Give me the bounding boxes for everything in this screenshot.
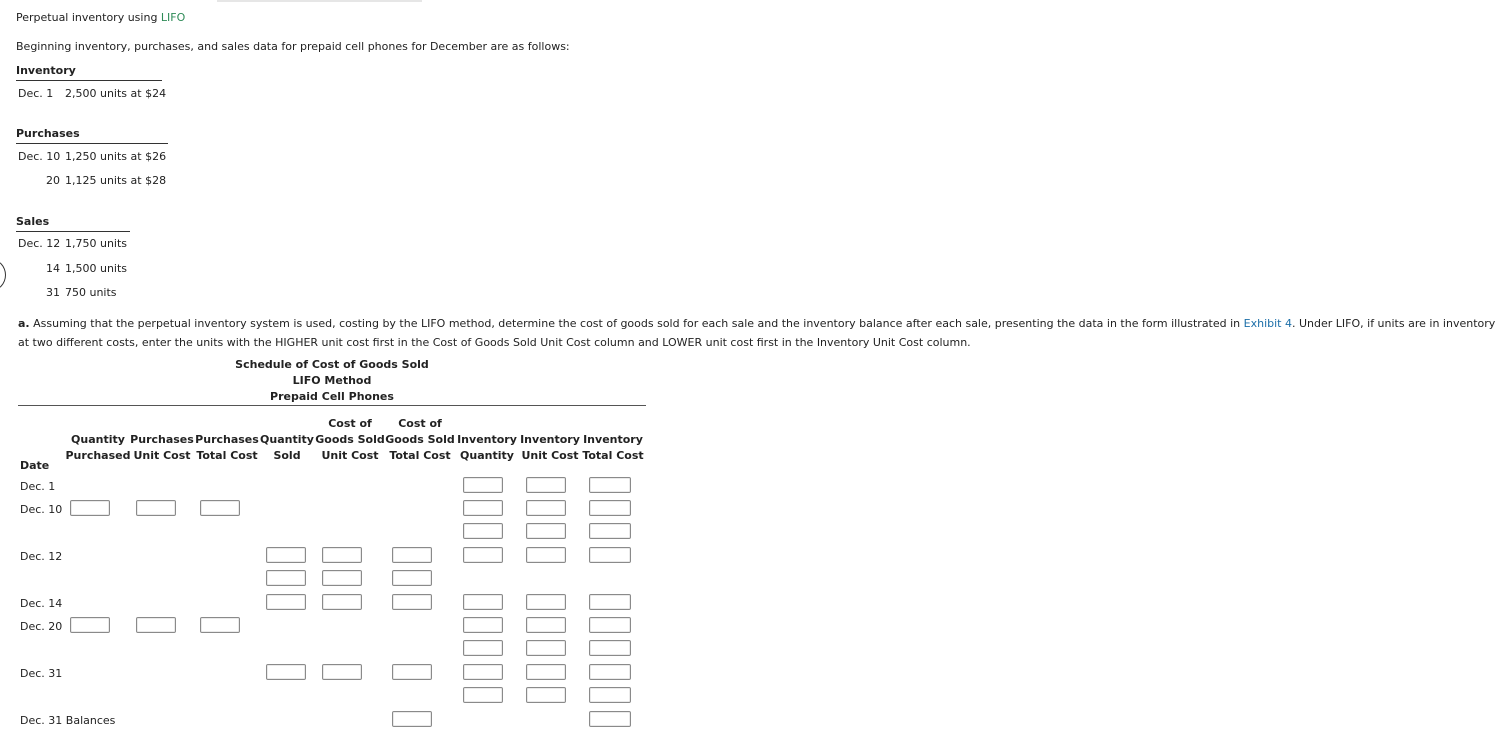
inv-total-cost-input[interactable] — [589, 477, 631, 493]
inventory-underline — [16, 80, 162, 81]
col-header-inv-unit-cost: Inventory Unit Cost — [520, 433, 580, 462]
row-label-dec-20: Dec. 20 — [20, 620, 63, 633]
inv-unit-cost-input[interactable] — [526, 664, 566, 680]
qty-sold-input[interactable] — [266, 547, 306, 563]
purch-total-cost-input[interactable] — [200, 500, 240, 516]
inv-total-cost-input[interactable] — [589, 711, 631, 727]
page-title — [16, 11, 185, 24]
row-label-dec-31: Dec. 31 — [20, 667, 63, 680]
schedule-product: Prepaid Cell Phones — [270, 390, 394, 403]
inv-total-cost-input[interactable] — [589, 500, 631, 516]
row-label-dec-31-balances: Dec. 31 Balances — [20, 714, 116, 727]
row-label-dec-14: Dec. 14 — [20, 597, 63, 610]
inv-total-cost-input[interactable] — [589, 523, 631, 539]
exhibit-4-link[interactable]: Exhibit 4 — [1243, 317, 1292, 330]
row-label-dec-1: Dec. 1 — [20, 480, 56, 493]
title-text: Perpetual inventory using — [16, 11, 161, 24]
cogs-unit-cost-input[interactable] — [322, 664, 362, 680]
inv-total-cost-input[interactable] — [589, 687, 631, 703]
cogs-total-cost-input[interactable] — [392, 570, 432, 586]
inv-unit-cost-input[interactable] — [526, 594, 566, 610]
qty-purchased-input[interactable] — [70, 500, 110, 516]
question-text: a. Assuming that the perpetual inventory system is used, costing by the LIFO method, determine the cost of goods sold for each sale and the inventory balance after each sale, presenting the data in the form illustrated in Exhibit 4. Under LIFO, if units are in inventory at two different costs, enter the units with the HIGHER unit cost first in the Cost of Goods Sold Unit Cost column and LOWER unit cost first in the Inventory Unit Cost column. — [18, 317, 1496, 349]
cogs-total-cost-input[interactable] — [392, 594, 432, 610]
purchase-date: Dec. 10 — [18, 150, 61, 163]
cogs-total-cost-input[interactable] — [392, 664, 432, 680]
col-header-purch-total-cost: Purchases Total Cost — [195, 433, 259, 462]
qty-sold-input[interactable] — [266, 664, 306, 680]
sales-underline — [16, 231, 130, 232]
purchase-date: 20 — [46, 174, 60, 187]
side-panel-handle[interactable] — [0, 259, 6, 291]
sale-detail: 1,750 units — [65, 237, 128, 250]
inv-qty-input[interactable] — [463, 477, 503, 493]
purch-unit-cost-input[interactable] — [136, 500, 176, 516]
col-header-inv-total-cost: Inventory Total Cost — [582, 433, 644, 462]
cogs-total-cost-input[interactable] — [392, 547, 432, 563]
inventory-detail: 2,500 units at $24 — [65, 87, 167, 100]
cogs-total-cost-input[interactable] — [392, 711, 432, 727]
col-header-cogs-total-cost: Cost of Goods Sold Total Cost — [385, 417, 455, 462]
inv-total-cost-input[interactable] — [589, 664, 631, 680]
inv-qty-input[interactable] — [463, 500, 503, 516]
inv-unit-cost-input[interactable] — [526, 617, 566, 633]
purchase-detail: 1,125 units at $28 — [65, 174, 167, 187]
inv-qty-input[interactable] — [463, 617, 503, 633]
qty-sold-input[interactable] — [266, 594, 306, 610]
row-label-dec-10: Dec. 10 — [20, 503, 63, 516]
inventory-date: Dec. 1 — [18, 87, 54, 100]
row-label-dec-12: Dec. 12 — [20, 550, 63, 563]
cogs-unit-cost-input[interactable] — [322, 594, 362, 610]
purchases-underline — [16, 143, 168, 144]
intro-text: Beginning inventory, purchases, and sales data for prepaid cell phones for December are as follows: — [16, 40, 570, 53]
sale-detail: 750 units — [65, 286, 117, 299]
inv-qty-input[interactable] — [463, 594, 503, 610]
sale-date: Dec. 12 — [18, 237, 61, 250]
inv-total-cost-input[interactable] — [589, 594, 631, 610]
lifo-link[interactable]: LIFO — [160, 11, 186, 24]
purchases-heading: Purchases — [16, 127, 80, 140]
top-divider — [217, 0, 422, 2]
inv-qty-input[interactable] — [463, 664, 503, 680]
inv-unit-cost-input[interactable] — [526, 640, 566, 656]
inv-unit-cost-input[interactable] — [526, 477, 566, 493]
qty-sold-input[interactable] — [266, 570, 306, 586]
cogs-unit-cost-input[interactable] — [322, 570, 362, 586]
cogs-unit-cost-input[interactable] — [322, 547, 362, 563]
sale-date: 31 — [46, 286, 60, 299]
purch-unit-cost-input[interactable] — [136, 617, 176, 633]
inventory-heading: Inventory — [16, 64, 76, 77]
schedule-rule — [18, 405, 646, 406]
col-header-purch-unit-cost: Purchases Unit Cost — [130, 433, 194, 462]
inv-qty-input[interactable] — [463, 687, 503, 703]
inv-qty-input[interactable] — [463, 523, 503, 539]
sale-date: 14 — [46, 262, 60, 275]
inv-unit-cost-input[interactable] — [526, 500, 566, 516]
inv-qty-input[interactable] — [463, 547, 503, 563]
sale-detail: 1,500 units — [65, 262, 128, 275]
inv-total-cost-input[interactable] — [589, 640, 631, 656]
qty-purchased-input[interactable] — [70, 617, 110, 633]
col-header-inv-qty: Inventory Quantity — [457, 433, 517, 462]
inv-unit-cost-input[interactable] — [526, 523, 566, 539]
sales-heading: Sales — [16, 215, 50, 228]
purch-total-cost-input[interactable] — [200, 617, 240, 633]
schedule-method: LIFO Method — [292, 374, 372, 387]
inv-unit-cost-input[interactable] — [526, 547, 566, 563]
purchase-detail: 1,250 units at $26 — [65, 150, 167, 163]
col-header-date: Date — [20, 459, 50, 472]
col-header-qty-sold: Quantity Sold — [260, 433, 314, 462]
col-header-cogs-unit-cost: Cost of Goods Sold Unit Cost — [315, 417, 385, 462]
schedule-title: Schedule of Cost of Goods Sold — [235, 358, 429, 371]
inv-total-cost-input[interactable] — [589, 547, 631, 563]
inv-qty-input[interactable] — [463, 640, 503, 656]
inv-total-cost-input[interactable] — [589, 617, 631, 633]
inv-unit-cost-input[interactable] — [526, 687, 566, 703]
col-header-qty-purchased: Quantity Purchased — [65, 433, 131, 462]
question-label: a. — [18, 317, 30, 330]
